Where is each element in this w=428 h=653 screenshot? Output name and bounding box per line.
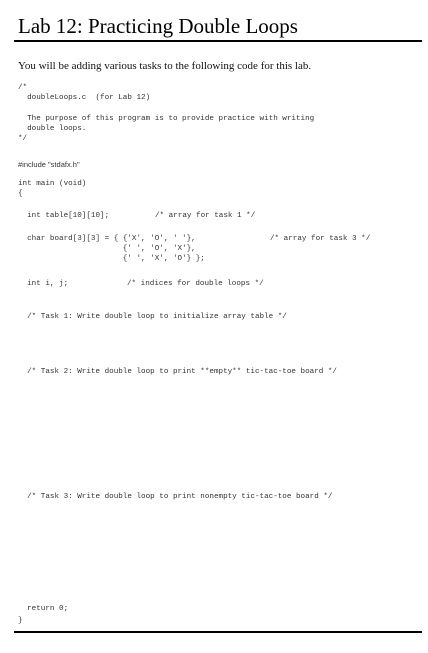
board-declaration-line-2: {' ', 'O', 'X'}, [18,245,196,253]
index-comment: /* indices for double loops */ [127,280,264,288]
comment-purpose-line-1: The purpose of this program is to provide practice with writing [18,115,315,123]
comment-filename: doubleLoops.c (for Lab 12) [18,94,151,102]
footer-rule [14,631,422,633]
task-3-comment: /* Task 3: Write double loop to print nonempty tic-tac-toe board */ [18,493,333,501]
comment-purpose-line-2: double loops. [18,125,87,133]
task-2-comment: /* Task 2: Write double loop to print **empty** tic-tac-toe board */ [18,368,337,376]
title-rule [14,40,422,42]
return-statement: return 0; [18,605,69,613]
page-title: Lab 12: Practicing Double Loops [18,14,298,38]
main-signature: int main (void) [18,180,87,188]
close-brace: } [18,617,23,625]
index-declaration: int i, j; [18,280,69,288]
comment-open: /* [18,84,28,92]
board-comment: /* array for task 3 */ [270,235,371,243]
open-brace: { [18,190,23,198]
task-1-comment: /* Task 1: Write double loop to initialize array table */ [18,313,287,321]
table-comment: /* array for task 1 */ [155,212,256,220]
board-declaration-line-1: char board[3][3] = { {'X', 'O', ' '}, [18,235,196,243]
intro-text: You will be adding various tasks to the following code for this lab. [18,60,312,72]
table-declaration: int table[10][10]; [18,212,110,220]
include-directive: #include "stdafx.h" [18,160,80,169]
comment-close: */ [18,135,28,143]
board-declaration-line-3: {' ', 'X', 'O'} }; [18,255,205,263]
